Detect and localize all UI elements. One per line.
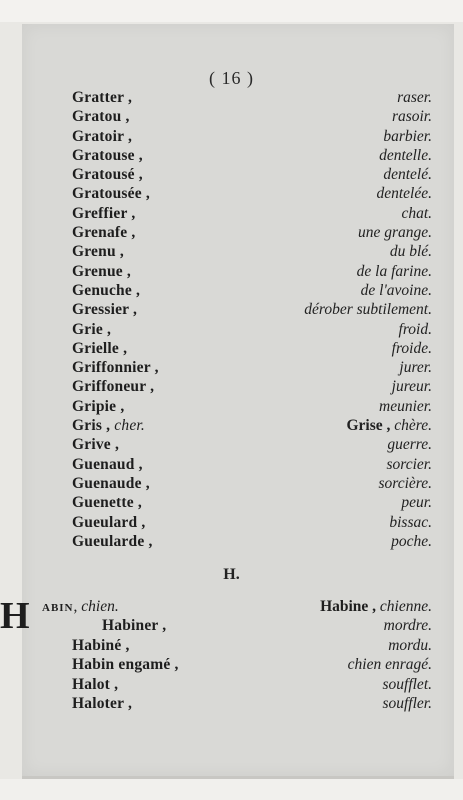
entry-definition-text: froide. [391,339,432,357]
glossary-entry [72,416,432,435]
entry-term-text: Gressier , [72,301,138,319]
entry-term [72,474,150,493]
glossary-entry [72,262,432,281]
entry-definition-text: chien enragé. [347,656,432,673]
entry-definition [348,655,432,674]
entry-definition [392,107,432,126]
glossary-entry [72,377,432,396]
entry-term [72,513,145,532]
entry-definition [388,636,432,655]
entry-definition [382,694,432,713]
entry-definition-text: rasoir. [391,108,432,126]
glossary-entry [72,339,432,358]
page-number: ( 16 ) [209,68,254,88]
glossary-entry [72,532,432,551]
entry-term [72,146,143,165]
entry-term-text: Gratoir , [72,127,133,145]
entry-term-text: Gueularde , [72,532,153,550]
term-separator: , [73,598,82,615]
first-h-entry-definition [320,597,432,616]
entry-definition [357,262,432,281]
entry-term-text: Habiner , [102,617,167,634]
entry-definition [346,416,432,435]
entry-definition-text: barbier. [383,127,432,145]
entry-term-text: Gris , [72,417,111,435]
entry-term [72,262,131,281]
entry-term [72,127,132,146]
glossary-entry [72,127,432,146]
section-heading-h: H. [223,566,240,583]
entry-term-text: Gueulard , [72,513,146,531]
entry-definition-text: mordu. [388,636,432,654]
glossary-entry [72,107,432,126]
entry-definition [392,339,432,358]
entry-definition [401,493,432,512]
entry-term [72,397,124,416]
entry-definition [389,513,432,532]
entry-term-text: Habiné , [72,636,130,654]
entry-term-text: Guenaude , [72,474,150,492]
entry-term [72,455,143,474]
glossary-entry [72,320,432,339]
entry-term [72,493,142,512]
entry-definition [379,146,432,165]
entry-term [72,655,179,674]
glossary-entry [72,694,432,714]
glossary-entry [72,397,432,416]
glossary-entry [72,655,432,675]
entry-term-text: Habin engamé , [72,656,179,673]
entry-definition [399,320,432,339]
entry-term [72,88,132,107]
entry-term-italic: cher. [110,417,146,435]
glossary-list-g [72,88,432,551]
glossary-entry [72,358,432,377]
entry-definition-text: dérober subtilement. [304,301,432,319]
entry-definition [397,88,432,107]
entry-term [72,320,111,339]
entry-term-text: Grenu , [72,243,124,261]
entry-definition-text: froid. [398,320,432,338]
glossary-list-h [72,616,432,714]
entry-definition [382,675,432,694]
glossary-entry [72,88,432,107]
entry-term [72,694,132,713]
entry-term-text: Gratousé , [72,166,143,184]
entry-definition [378,474,432,493]
entry-term [72,435,119,454]
entry-definition [387,435,432,454]
entry-definition-text: jurer. [399,359,432,377]
entry-term-text: Guenaud , [72,455,143,473]
entry-term [72,165,143,184]
entry-term [72,281,140,300]
glossary-entry [72,474,432,493]
glossary-entry [72,165,432,184]
entry-term-text: Halot , [72,675,119,693]
entry-definition-text: de la farine. [356,262,432,280]
entry-definition-text: sorcière. [378,474,432,492]
entry-term-text: Grive , [72,436,120,454]
entry-term [72,242,124,261]
entry-definition [304,300,432,319]
entry-definition-term: Grise , [346,417,391,435]
entry-definition [399,358,432,377]
entry-term [72,636,130,655]
entry-definition-text: du blé. [389,243,432,261]
glossary-entry [72,675,432,695]
entry-definition-text: de l'avoine. [360,281,432,299]
entry-term-text: Griffoneur , [72,378,155,396]
glossary-entry [72,242,432,261]
entry-term [72,184,150,203]
entry-definition-text: souffler. [382,695,432,712]
entry-definition-text: poche. [391,532,432,550]
entry-term-text: Gratouse , [72,146,143,164]
entry-definition-text: guerre. [387,436,432,454]
entry-definition-text: meunier. [379,397,432,415]
glossary-entry [72,204,432,223]
entry-term-text: Greffier , [72,204,136,222]
entry-term-text: Gratter , [72,89,133,106]
entry-term [72,675,118,694]
entry-definition [361,281,432,300]
entry-term-text: Griffonnier , [72,359,159,377]
entry-term [72,377,154,396]
entry-definition [387,455,433,474]
small-caps-term: ABIN [42,602,74,614]
entry-term [72,339,127,358]
entry-definition [392,377,432,396]
entry-definition-text: dentelle. [379,146,432,164]
entry-term [72,300,137,319]
entry-definition-text: dentelé. [383,166,432,184]
entry-definition-text: chat. [401,204,432,222]
entry-definition [358,223,432,242]
glossary-entry [72,300,432,319]
entry-definition [383,165,432,184]
glossary-entry [72,281,432,300]
entry-term-text: Genuche , [72,281,141,299]
entry-term-text: Gripie , [72,397,125,415]
drop-cap-letter: H [0,595,30,637]
entry-term [72,107,130,126]
entry-definition [384,616,432,635]
entry-definition [401,204,432,223]
entry-definition [391,532,432,551]
entry-term [72,532,153,551]
entry-term-text: Grielle , [72,339,128,357]
entry-definition-text: bissac. [389,513,432,531]
glossary-entry [72,184,432,203]
entry-definition-text: jureur. [391,378,432,396]
glossary-entry [72,493,432,512]
entry-definition [383,127,432,146]
entry-term [102,616,166,635]
entry-term-text: Gratou , [72,108,130,126]
entry-definition-text: raser. [397,89,432,106]
entry-definition [376,184,432,203]
entry-definition-text: soufflet. [382,675,432,693]
entry-definition-text: chère. [390,417,432,435]
entry-term [72,358,159,377]
first-h-entry-term [42,597,119,618]
scan-background-bottom [0,779,463,800]
glossary-entry [72,455,432,474]
entry-definition-text: mordre. [383,617,432,634]
glossary-entry [72,223,432,242]
feminine-definition: chienne. [376,598,432,615]
entry-term-text: Grenue , [72,262,132,280]
entry-definition-text: peur. [401,494,432,512]
glossary-entry [72,146,432,165]
term-translation: chien. [81,598,119,615]
entry-definition-text: sorcier. [386,455,432,473]
entry-term-text: Gratousée , [72,185,150,203]
entry-definition-text: une grange. [357,224,432,242]
entry-term-text: Grenafe , [72,224,136,242]
entry-term-text: Haloter , [72,695,133,712]
entry-definition [379,397,432,416]
entry-term-text: Grie , [72,320,112,338]
glossary-entry [72,636,432,656]
entry-definition-text: dentelée. [376,185,432,203]
feminine-term: Habine , [320,598,377,615]
entry-term [72,416,145,435]
entry-term [72,223,136,242]
glossary-entry [72,616,432,636]
entry-term-text: Guenette , [72,494,143,512]
entry-definition [390,242,432,261]
glossary-entry [72,513,432,532]
scan-background-top [0,0,463,22]
glossary-entry [72,435,432,454]
entry-term [72,204,135,223]
